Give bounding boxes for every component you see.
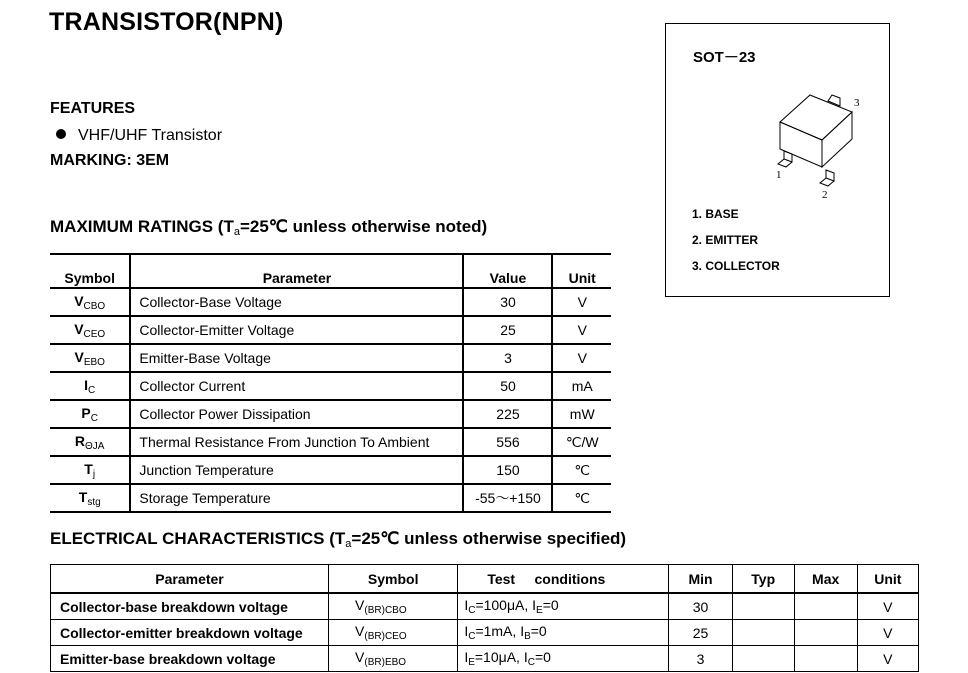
page-title: TRANSISTOR(NPN) [49,8,284,36]
unit-cell: V [552,288,611,316]
table-header-row [50,254,611,288]
unit-cell: mW [552,400,611,428]
parameter-cell: Collector-base breakdown voltage [51,593,329,620]
table-row [50,400,611,428]
parameter-cell: Collector Current [130,372,463,400]
table-row [51,593,919,620]
symbol-cell: $T_{stg}$ [50,484,130,512]
unit-cell: V [857,620,918,646]
unit-cell: V [857,593,918,620]
column-header: Parameter [130,254,463,288]
value-cell: 556 [463,428,552,456]
symbol-cell: $V_{(BR)CBO}$ [329,593,458,620]
unit-cell: V [552,316,611,344]
package-name: SOT－23 [693,49,756,66]
symbol-cell: $I_C$ [50,372,130,400]
symbol-cell: $V_{EBO}$ [50,344,130,372]
symbol-cell: $R_{\Theta JA}$ [50,428,130,456]
test-conditions-cell: $I_E=10\mu A$, $I_C=0$ [458,646,669,672]
test-conditions-cell: $I_C=1mA$, $I_B=0$ [458,620,669,646]
max-ratings-table [50,253,611,513]
electrical-heading: ELECTRICAL CHARACTERISTICS ($T_a=25℃$ unless otherwise specified) [50,529,627,550]
table-row [50,484,611,512]
table-row [50,456,611,484]
value-cell: 30 [463,288,552,316]
min-cell: 25 [669,620,733,646]
column-header: Typ [732,565,794,594]
parameter-cell: Collector-Base Voltage [130,288,463,316]
pin-2-lead [826,170,834,181]
typ-cell [732,593,794,620]
parameter-cell: Collector Power Dissipation [130,400,463,428]
max-ratings-heading: MAXIMUM RATINGS ($T_a=25℃$ unless otherwise noted) [50,217,488,238]
unit-cell: ℃ [552,456,611,484]
value-cell: 25 [463,316,552,344]
value-cell: 225 [463,400,552,428]
pin-3-label: 3 [854,97,860,109]
max-cell [794,646,857,672]
pin-1-label: 1 [776,169,782,181]
parameter-cell: Thermal Resistance From Junction To Ambient [130,428,463,456]
parameter-cell: Junction Temperature [130,456,463,484]
typ-cell [732,646,794,672]
bullet-icon [56,129,66,139]
typ-cell [732,620,794,646]
marking-label: MARKING: 3EM [50,152,170,169]
sot23-package-drawing [770,92,870,202]
value-cell: 3 [463,344,552,372]
pin-3-description: 3. COLLECTOR [692,259,780,273]
column-header: Symbol [50,254,130,288]
table-row [51,646,919,672]
symbol-cell: $P_C$ [50,400,130,428]
unit-cell: V [552,344,611,372]
table-row [50,372,611,400]
table-row [51,620,919,646]
parameter-cell: Collector-emitter breakdown voltage [51,620,329,646]
max-cell [794,593,857,620]
parameter-cell: Emitter-Base Voltage [130,344,463,372]
unit-cell: V [857,646,918,672]
value-cell: 50 [463,372,552,400]
unit-cell: ℃ [552,484,611,512]
column-header: Unit [857,565,918,594]
electrical-table [50,564,919,672]
symbol-cell: $V_{(BR)CEO}$ [329,620,458,646]
min-cell: 30 [669,593,733,620]
max-cell [794,620,857,646]
table-row [50,428,611,456]
symbol-cell: $V_{CEO}$ [50,316,130,344]
unit-cell: ℃/W [552,428,611,456]
table-row [50,344,611,372]
symbol-cell: $V_{(BR)EBO}$ [329,646,458,672]
value-cell: -55～+150 [463,484,552,512]
parameter-cell: Collector-Emitter Voltage [130,316,463,344]
test-conditions-cell: $I_C=100\mu A$, $I_E=0$ [458,593,669,620]
min-cell: 3 [669,646,733,672]
column-header: Max [794,565,857,594]
column-header: Test conditions [458,565,669,594]
pin-2-description: 2. EMITTER [692,233,759,247]
column-header: Parameter [51,565,329,594]
column-header: Value [463,254,552,288]
features-heading: FEATURES [50,100,136,117]
column-header: Symbol [329,565,458,594]
column-header: Min [669,565,733,594]
value-cell: 150 [463,456,552,484]
table-row [50,316,611,344]
column-header: Unit [552,254,611,288]
symbol-cell: $V_{CBO}$ [50,288,130,316]
feature-item [56,127,222,145]
pin-2-label: 2 [822,189,828,201]
pin-1-description: 1. BASE [692,207,739,221]
unit-cell: mA [552,372,611,400]
table-header-row [51,565,919,594]
parameter-cell: Storage Temperature [130,484,463,512]
symbol-cell: $T_j$ [50,456,130,484]
parameter-cell: Emitter-base breakdown voltage [51,646,329,672]
feature-item-label: VHF/UHF Transistor [78,127,223,144]
table-row [50,288,611,316]
pin-1-lead [784,151,792,162]
